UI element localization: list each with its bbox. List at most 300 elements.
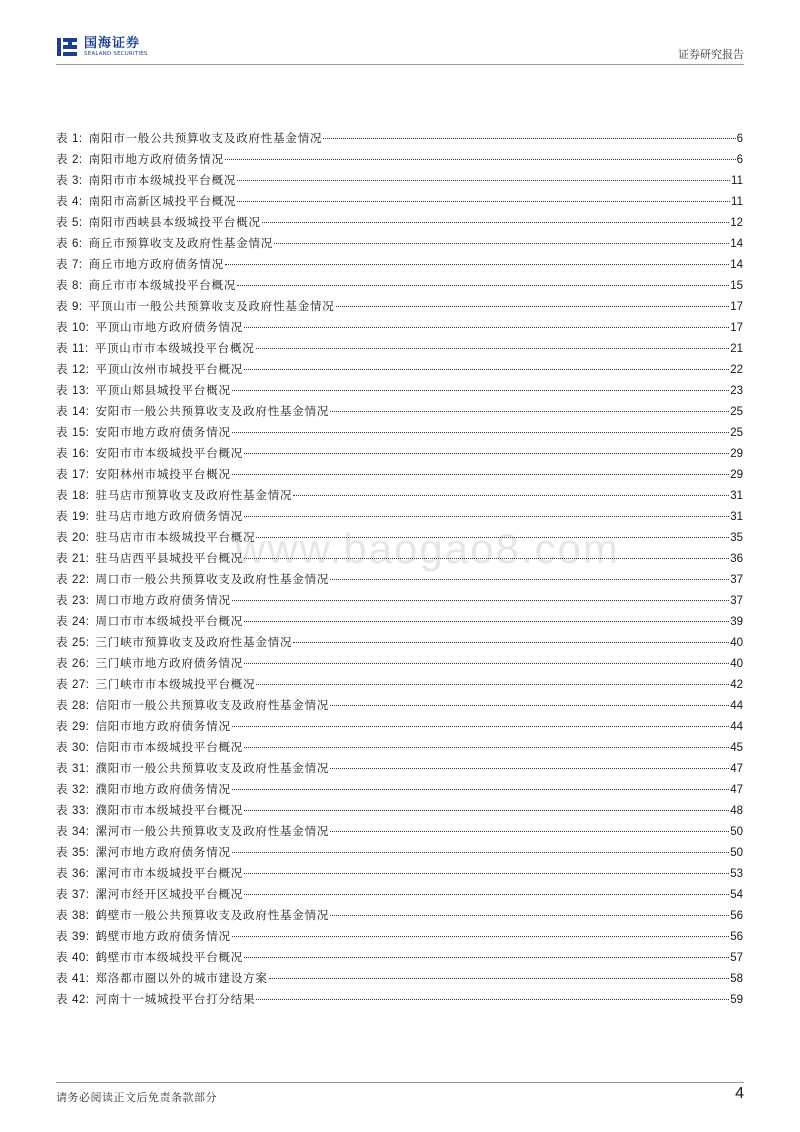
toc-entry-page: 35: [730, 532, 743, 544]
toc-dot-leader: [232, 600, 729, 601]
toc-entry-number: 39:: [72, 931, 90, 943]
toc-entry-prefix: 表: [56, 152, 68, 166]
toc-dot-leader: [293, 495, 729, 496]
toc-entry-label: [56, 760, 90, 776]
toc-entry[interactable]: [56, 193, 743, 214]
toc-entry[interactable]: [56, 424, 743, 445]
toc-entry[interactable]: [56, 235, 743, 256]
toc-entry-label: [56, 382, 90, 398]
toc-entry-prefix: 表: [56, 824, 68, 838]
toc-entry[interactable]: [56, 949, 743, 970]
toc-entry-page: 12: [730, 217, 743, 229]
company-logo: [56, 36, 148, 58]
toc-entry-page: 37: [730, 595, 743, 607]
toc-dot-leader: [274, 243, 729, 244]
toc-entry-number: 34:: [72, 826, 90, 838]
toc-entry-label: [56, 277, 83, 293]
toc-entry-page: 48: [730, 805, 743, 817]
toc-entry-number: 36:: [72, 868, 90, 880]
toc-entry-prefix: 表: [56, 761, 68, 775]
toc-entry-prefix: 表: [56, 950, 68, 964]
toc-entry-label: [56, 886, 90, 902]
toc-entry[interactable]: [56, 466, 743, 487]
toc-entry-title: 商丘市地方政府债务情况: [88, 257, 224, 271]
toc-entry-prefix: 表: [56, 173, 68, 187]
toc-entry-title: 安阳市市本级城投平台概况: [95, 446, 244, 460]
toc-entry[interactable]: [56, 319, 743, 340]
toc-entry[interactable]: [56, 928, 743, 949]
toc-entry[interactable]: [56, 634, 743, 655]
toc-entry-number: 18:: [72, 490, 90, 502]
toc-entry-label: [56, 487, 90, 503]
toc-entry-prefix: 表: [56, 929, 68, 943]
toc-entry-label: [56, 193, 83, 209]
toc-dot-leader: [330, 768, 729, 769]
toc-entry-page: 25: [730, 427, 743, 439]
page-header: [56, 34, 744, 65]
logo-mark-icon: [56, 36, 78, 58]
toc-entry-number: 9:: [72, 301, 83, 313]
toc-entry-title: 三门峡市地方政府债务情况: [95, 656, 244, 670]
toc-entry-prefix: 表: [56, 551, 68, 565]
toc-entry-label: [56, 655, 90, 671]
toc-entry-prefix: 表: [56, 194, 68, 208]
toc-entry-page: 40: [730, 637, 743, 649]
toc-entry-title: 南阳市高新区城投平台概况: [88, 194, 237, 208]
toc-dot-leader: [244, 810, 729, 811]
toc-dot-leader: [232, 936, 729, 937]
toc-entry-label: [56, 529, 90, 545]
logo-name-cn: 国海证券: [84, 35, 141, 51]
toc-entry-prefix: 表: [56, 131, 68, 145]
toc-dot-leader: [330, 411, 729, 412]
toc-entry-prefix: 表: [56, 572, 68, 586]
toc-entry-title: 漯河市地方政府债务情况: [95, 845, 231, 859]
toc-dot-leader: [232, 474, 729, 475]
toc-entry-label: [56, 844, 90, 860]
toc-entry-number: 8:: [72, 280, 83, 292]
toc-entry-number: 23:: [72, 595, 90, 607]
toc-entry-title: 濮阳市市本级城投平台概况: [95, 803, 244, 817]
toc-entry[interactable]: [56, 256, 743, 277]
toc-entry-prefix: 表: [56, 215, 68, 229]
toc-entry-prefix: 表: [56, 257, 68, 271]
toc-entry-number: 30:: [72, 742, 90, 754]
toc-entry-page: 53: [730, 868, 743, 880]
table-of-tables: [56, 130, 743, 1012]
toc-entry-title: 驻马店市地方政府债务情况: [95, 509, 244, 523]
toc-entry[interactable]: [56, 445, 743, 466]
toc-entry[interactable]: [56, 382, 743, 403]
toc-entry-page: 17: [730, 301, 743, 313]
toc-entry-prefix: 表: [56, 362, 68, 376]
toc-entry-title: 河南十一城城投平台打分结果: [95, 992, 256, 1006]
toc-entry-number: 42:: [72, 994, 90, 1006]
toc-entry-page: 58: [730, 973, 743, 985]
toc-entry-number: 27:: [72, 679, 90, 691]
toc-entry-prefix: 表: [56, 887, 68, 901]
toc-entry-label: [56, 676, 90, 692]
disclaimer-text: 请务必阅读正文后免责条款部分: [56, 1091, 217, 1104]
toc-entry-prefix: 表: [56, 908, 68, 922]
toc-entry-prefix: 表: [56, 740, 68, 754]
toc-entry-prefix: 表: [56, 719, 68, 733]
toc-entry-prefix: 表: [56, 278, 68, 292]
toc-entry-title: 濮阳市地方政府债务情况: [95, 782, 231, 796]
toc-entry-prefix: 表: [56, 635, 68, 649]
toc-entry-prefix: 表: [56, 530, 68, 544]
toc-entry-number: 15:: [72, 427, 90, 439]
toc-entry-prefix: 表: [56, 677, 68, 691]
toc-entry-label: [56, 739, 90, 755]
toc-entry-number: 24:: [72, 616, 90, 628]
toc-entry-title: 南阳市西峡县本级城投平台概况: [88, 215, 261, 229]
toc-entry-label: [56, 466, 90, 482]
toc-entry[interactable]: [56, 361, 743, 382]
toc-entry-page: 50: [730, 826, 743, 838]
toc-entry-number: 13:: [72, 385, 90, 397]
toc-entry-number: 12:: [72, 364, 90, 376]
toc-entry-title: 漯河市一般公共预算收支及政府性基金情况: [95, 824, 330, 838]
toc-entry[interactable]: [56, 529, 743, 550]
toc-entry-page: 23: [730, 385, 743, 397]
toc-entry-prefix: 表: [56, 866, 68, 880]
toc-entry-page: 29: [730, 448, 743, 460]
toc-entry-title: 驻马店西平县城投平台概况: [95, 551, 244, 565]
toc-dot-leader: [336, 306, 730, 307]
toc-entry-prefix: 表: [56, 299, 68, 313]
toc-entry[interactable]: [56, 151, 743, 172]
toc-entry-number: 4:: [72, 196, 83, 208]
toc-entry-page: 31: [730, 511, 743, 523]
toc-entry-prefix: 表: [56, 236, 68, 250]
toc-entry-number: 2:: [72, 154, 83, 166]
page-number: 4: [735, 1085, 744, 1102]
toc-dot-leader: [256, 999, 729, 1000]
toc-entry-number: 14:: [72, 406, 90, 418]
toc-entry-label: [56, 970, 90, 986]
toc-entry[interactable]: [56, 718, 743, 739]
toc-entry-page: 37: [730, 574, 743, 586]
toc-entry[interactable]: [56, 214, 743, 235]
toc-entry-number: 10:: [72, 322, 90, 334]
toc-entry-page: 14: [730, 259, 743, 271]
toc-entry-title: 漯河市市本级城投平台概况: [95, 866, 244, 880]
toc-dot-leader: [232, 852, 729, 853]
toc-entry-title: 平顶山郏县城投平台概况: [95, 383, 231, 397]
toc-entry[interactable]: [56, 550, 743, 571]
toc-dot-leader: [256, 684, 729, 685]
toc-entry[interactable]: [56, 340, 743, 361]
toc-dot-leader: [244, 957, 729, 958]
toc-entry-page: 6: [736, 154, 743, 166]
toc-dot-leader: [232, 390, 729, 391]
toc-entry[interactable]: [56, 298, 743, 319]
page-footer: [56, 1082, 744, 1107]
toc-entry-title: 安阳林州市城投平台概况: [95, 467, 231, 481]
toc-entry-title: 南阳市地方政府债务情况: [88, 152, 224, 166]
toc-entry-prefix: 表: [56, 614, 68, 628]
toc-dot-leader: [330, 915, 729, 916]
toc-dot-leader: [225, 159, 736, 160]
toc-entry-number: 35:: [72, 847, 90, 859]
toc-entry-label: [56, 907, 90, 923]
toc-dot-leader: [244, 621, 729, 622]
toc-entry-title: 南阳市市本级城投平台概况: [88, 173, 237, 187]
toc-dot-leader: [244, 663, 729, 664]
toc-entry-number: 6:: [72, 238, 83, 250]
toc-dot-leader: [244, 873, 729, 874]
toc-entry-page: 11: [731, 196, 743, 208]
toc-entry-label: [56, 949, 90, 965]
toc-entry-prefix: 表: [56, 341, 68, 355]
toc-entry-title: 平顶山市一般公共预算收支及政府性基金情况: [88, 299, 335, 313]
toc-entry-label: [56, 928, 90, 944]
toc-entry-number: 11:: [72, 343, 89, 355]
toc-entry[interactable]: [56, 130, 743, 151]
toc-dot-leader: [244, 516, 729, 517]
toc-entry-label: [56, 634, 90, 650]
toc-entry-number: 17:: [72, 469, 90, 481]
toc-entry-page: 42: [730, 679, 743, 691]
toc-entry-title: 平顶山市地方政府债务情况: [95, 320, 244, 334]
toc-entry-title: 信阳市地方政府债务情况: [95, 719, 231, 733]
toc-entry-title: 三门峡市预算收支及政府性基金情况: [95, 635, 293, 649]
toc-entry-label: [56, 214, 83, 230]
toc-entry-label: [56, 424, 90, 440]
toc-entry-label: [56, 697, 90, 713]
toc-entry-prefix: 表: [56, 509, 68, 523]
toc-entry-page: 21: [730, 343, 743, 355]
toc-entry-number: 38:: [72, 910, 90, 922]
toc-entry-title: 鹤壁市市本级城投平台概况: [95, 950, 244, 964]
toc-entry-page: 31: [730, 490, 743, 502]
toc-entry-number: 33:: [72, 805, 90, 817]
toc-entry-title: 鹤壁市一般公共预算收支及政府性基金情况: [95, 908, 330, 922]
toc-entry-prefix: 表: [56, 383, 68, 397]
toc-entry-number: 37:: [72, 889, 90, 901]
toc-entry-prefix: 表: [56, 425, 68, 439]
toc-entry-page: 40: [730, 658, 743, 670]
toc-entry-label: [56, 613, 90, 629]
toc-dot-leader: [237, 285, 729, 286]
toc-entry-number: 7:: [72, 259, 83, 271]
toc-dot-leader: [323, 138, 735, 139]
toc-dot-leader: [244, 747, 729, 748]
toc-entry-number: 20:: [72, 532, 90, 544]
toc-entry[interactable]: [56, 907, 743, 928]
toc-entry-title: 安阳市地方政府债务情况: [95, 425, 231, 439]
toc-entry-title: 商丘市市本级城投平台概况: [88, 278, 237, 292]
toc-entry[interactable]: [56, 781, 743, 802]
toc-entry[interactable]: [56, 823, 743, 844]
toc-entry-page: 50: [730, 847, 743, 859]
toc-entry-page: 36: [730, 553, 743, 565]
toc-entry-page: 22: [730, 364, 743, 376]
toc-entry-page: 25: [730, 406, 743, 418]
toc-dot-leader: [256, 348, 730, 349]
toc-entry-prefix: 表: [56, 446, 68, 460]
toc-entry-label: [56, 802, 90, 818]
toc-entry-title: 郑洛都市圈以外的城市建设方案: [95, 971, 268, 985]
toc-entry-number: 28:: [72, 700, 90, 712]
toc-entry-title: 周口市市本级城投平台概况: [95, 614, 244, 628]
toc-dot-leader: [244, 894, 729, 895]
toc-entry-page: 56: [730, 931, 743, 943]
toc-entry[interactable]: [56, 697, 743, 718]
toc-entry-number: 40:: [72, 952, 90, 964]
toc-entry-prefix: 表: [56, 404, 68, 418]
toc-entry-label: [56, 550, 90, 566]
toc-entry-page: 14: [730, 238, 743, 250]
toc-entry-prefix: 表: [56, 803, 68, 817]
toc-entry-label: [56, 592, 90, 608]
toc-entry[interactable]: [56, 844, 743, 865]
toc-entry[interactable]: [56, 655, 743, 676]
toc-entry-page: 44: [730, 700, 743, 712]
toc-entry-title: 周口市地方政府债务情况: [95, 593, 231, 607]
toc-dot-leader: [244, 369, 729, 370]
toc-dot-leader: [269, 978, 730, 979]
toc-dot-leader: [256, 537, 729, 538]
toc-dot-leader: [244, 558, 729, 559]
toc-entry-page: 54: [730, 889, 743, 901]
toc-dot-leader: [232, 789, 729, 790]
toc-entry-page: 29: [730, 469, 743, 481]
toc-entry-page: 47: [730, 763, 743, 775]
toc-entry-label: [56, 235, 83, 251]
toc-entry-prefix: 表: [56, 698, 68, 712]
toc-entry-label: [56, 991, 90, 1007]
toc-entry-number: 21:: [72, 553, 90, 565]
toc-entry-number: 31:: [72, 763, 90, 775]
toc-entry-prefix: 表: [56, 845, 68, 859]
toc-entry-title: 安阳市一般公共预算收支及政府性基金情况: [95, 404, 330, 418]
toc-entry-number: 26:: [72, 658, 90, 670]
toc-entry[interactable]: [56, 760, 743, 781]
toc-entry[interactable]: [56, 277, 743, 298]
toc-dot-leader: [330, 705, 729, 706]
toc-entry-label: [56, 298, 83, 314]
toc-entry-label: [56, 130, 83, 146]
toc-entry[interactable]: [56, 571, 743, 592]
toc-entry-number: 5:: [72, 217, 83, 229]
toc-entry[interactable]: [56, 403, 743, 424]
toc-dot-leader: [232, 726, 729, 727]
toc-entry[interactable]: [56, 970, 743, 991]
toc-entry-prefix: 表: [56, 467, 68, 481]
toc-entry[interactable]: [56, 991, 743, 1012]
toc-entry-page: 47: [730, 784, 743, 796]
watermark: www.baogao8.com: [235, 525, 620, 572]
toc-entry[interactable]: [56, 172, 743, 193]
toc-entry-page: 56: [730, 910, 743, 922]
toc-entry-label: [56, 571, 90, 587]
report-type-label: 证券研究报告: [678, 48, 744, 61]
toc-dot-leader: [232, 432, 729, 433]
toc-entry[interactable]: [56, 487, 743, 508]
toc-entry-label: [56, 508, 90, 524]
toc-entry-label: [56, 151, 83, 167]
toc-entry-prefix: 表: [56, 320, 68, 334]
toc-dot-leader: [244, 453, 729, 454]
toc-entry-page: 11: [731, 175, 743, 187]
toc-entry-number: 22:: [72, 574, 90, 586]
toc-entry-label: [56, 718, 90, 734]
toc-entry-label: [56, 319, 90, 335]
toc-entry-label: [56, 403, 90, 419]
toc-dot-leader: [262, 222, 729, 223]
toc-entry-page: 57: [730, 952, 743, 964]
toc-entry-page: 59: [730, 994, 743, 1006]
toc-entry-title: 驻马店市预算收支及政府性基金情况: [95, 488, 293, 502]
toc-dot-leader: [330, 831, 729, 832]
toc-entry-label: [56, 256, 83, 272]
toc-entry[interactable]: [56, 676, 743, 697]
toc-entry[interactable]: [56, 802, 743, 823]
toc-entry-number: 29:: [72, 721, 90, 733]
toc-dot-leader: [244, 327, 729, 328]
toc-dot-leader: [293, 642, 729, 643]
toc-entry[interactable]: [56, 613, 743, 634]
toc-entry-prefix: 表: [56, 782, 68, 796]
toc-entry-title: 三门峡市市本级城投平台概况: [95, 677, 256, 691]
toc-entry-prefix: 表: [56, 488, 68, 502]
toc-entry-title: 驻马店市市本级城投平台概况: [95, 530, 256, 544]
toc-entry-title: 漯河市经开区城投平台概况: [95, 887, 244, 901]
toc-entry-prefix: 表: [56, 971, 68, 985]
toc-dot-leader: [330, 579, 729, 580]
toc-entry-title: 平顶山汝州市城投平台概况: [95, 362, 244, 376]
toc-entry-number: 32:: [72, 784, 90, 796]
toc-entry[interactable]: [56, 886, 743, 907]
toc-entry-label: [56, 172, 83, 188]
toc-entry-prefix: 表: [56, 656, 68, 670]
toc-entry-title: 濮阳市一般公共预算收支及政府性基金情况: [95, 761, 330, 775]
toc-entry-number: 1:: [72, 133, 83, 145]
toc-entry-title: 鹤壁市地方政府债务情况: [95, 929, 231, 943]
toc-entry-page: 6: [736, 133, 743, 145]
toc-entry-number: 25:: [72, 637, 90, 649]
toc-entry-prefix: 表: [56, 992, 68, 1006]
toc-entry-page: 44: [730, 721, 743, 733]
toc-entry[interactable]: [56, 508, 743, 529]
toc-entry-title: 信阳市一般公共预算收支及政府性基金情况: [95, 698, 330, 712]
toc-entry-title: 周口市一般公共预算收支及政府性基金情况: [95, 572, 330, 586]
toc-entry[interactable]: [56, 739, 743, 760]
toc-entry[interactable]: [56, 865, 743, 886]
toc-dot-leader: [237, 180, 730, 181]
toc-entry[interactable]: [56, 592, 743, 613]
toc-entry-label: [56, 865, 90, 881]
toc-entry-number: 3:: [72, 175, 83, 187]
toc-entry-label: [56, 781, 90, 797]
toc-dot-leader: [225, 264, 729, 265]
toc-entry-page: 39: [730, 616, 743, 628]
toc-entry-prefix: 表: [56, 593, 68, 607]
toc-entry-number: 41:: [72, 973, 90, 985]
toc-entry-title: 商丘市预算收支及政府性基金情况: [88, 236, 274, 250]
toc-entry-number: 16:: [72, 448, 90, 460]
toc-entry-label: [56, 823, 90, 839]
toc-entry-page: 45: [730, 742, 743, 754]
logo-name-en: SEALAND SECURITIES: [84, 50, 148, 57]
toc-entry-page: 15: [730, 280, 743, 292]
toc-entry-title: 信阳市市本级城投平台概况: [95, 740, 244, 754]
toc-entry-number: 19:: [72, 511, 90, 523]
toc-entry-label: [56, 361, 90, 377]
toc-entry-title: 南阳市一般公共预算收支及政府性基金情况: [88, 131, 323, 145]
